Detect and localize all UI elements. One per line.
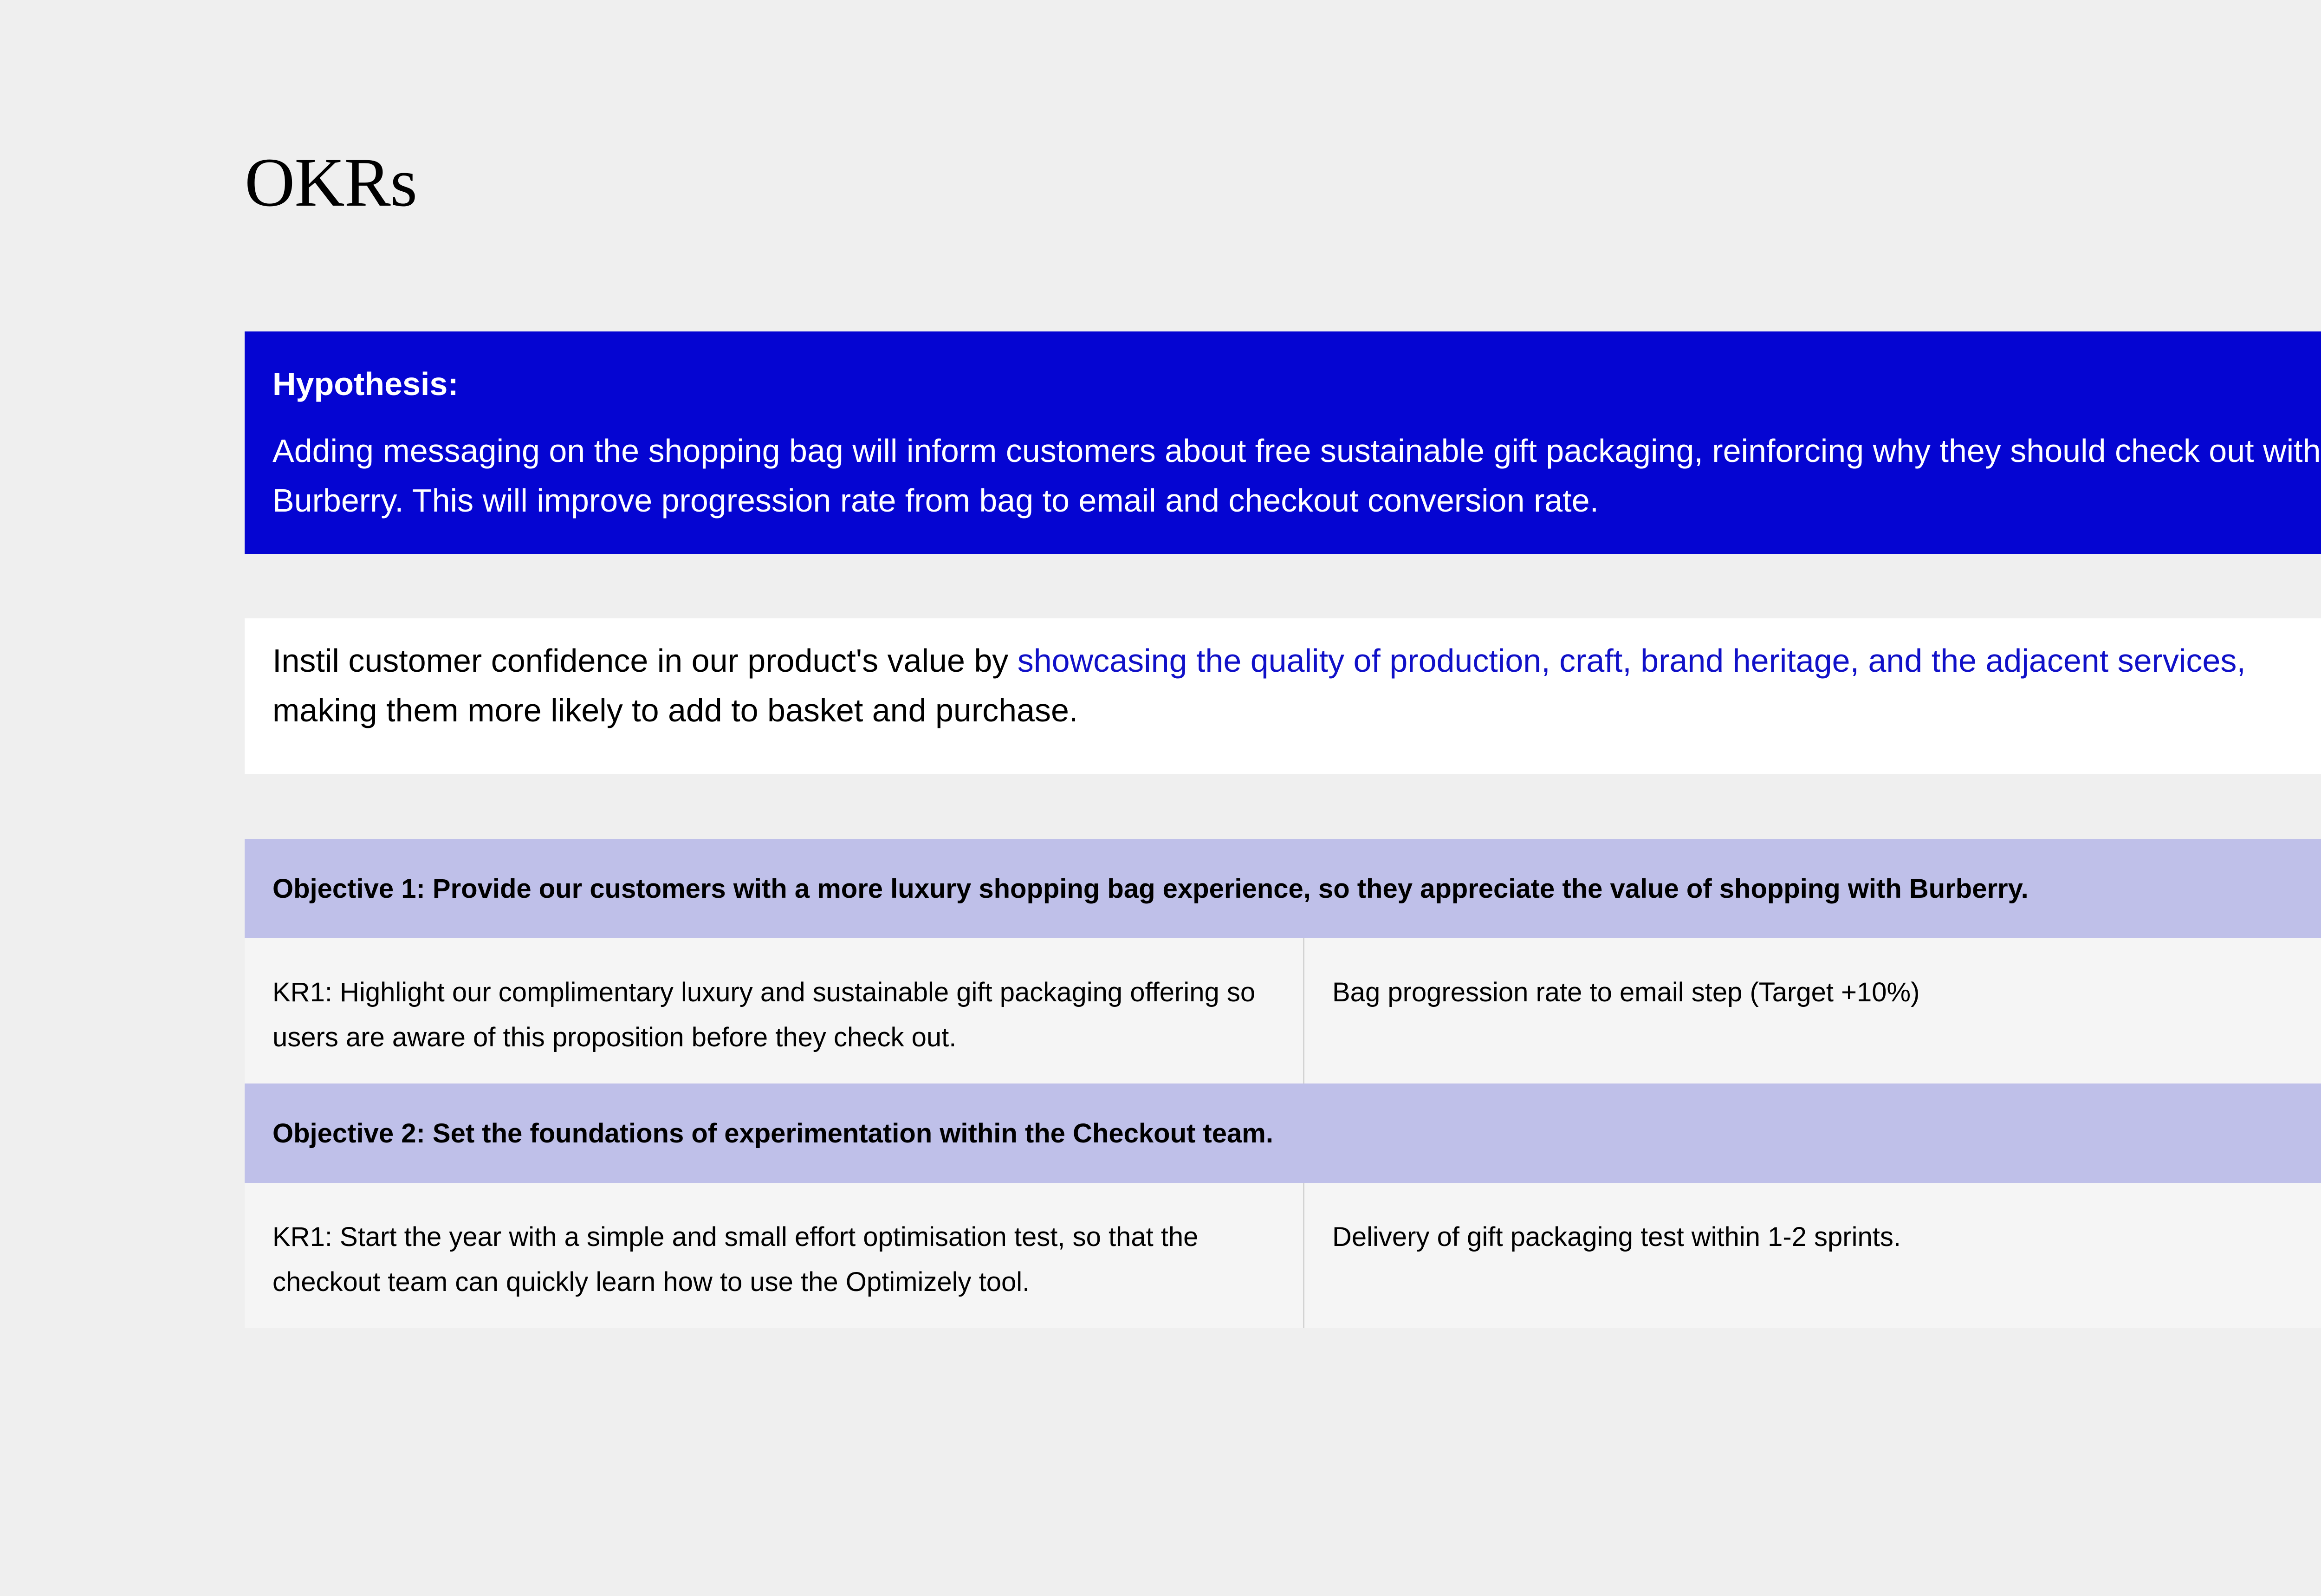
okr-table [245,839,2321,1328]
page-title: OKRs [245,144,417,221]
hypothesis-panel [245,331,2321,554]
objective-2-title: Objective 2: Set the foundations of experimentation within the Checkout team. [272,1118,1273,1148]
hypothesis-label: Hypothesis: [272,366,459,402]
objective-2-metric: Delivery of gift packaging test within 1-2 sprints. [1332,1222,1901,1252]
statement-suffix: making them more likely to add to basket and purchase. [272,692,1078,728]
objective-1-key-result: KR1: Highlight our complimentary luxury and sustainable gift packaging offering so users are aware of this proposition before they check out. [245,938,1304,1083]
objective-1-key-result-row [245,938,2321,1083]
objective-1-row [245,839,2321,938]
objective-2-key-result: KR1: Start the year with a simple and small effort optimisation test, so that the checkout team can quickly learn how to use the Optimizely tool. [245,1183,1304,1328]
objective-1-title: Objective 1: Provide our customers with a more luxury shopping bag experience, so they appreciate the value of shopping with Burberry. [272,873,2029,904]
objective-2-key-result-row [245,1183,2321,1328]
objective-2-row [245,1083,2321,1183]
hypothesis-text: Adding messaging on the shopping bag will inform customers about free sustainable gift packaging, reinforcing why they should check out with Burberry. This will improve progression rate from bag to email and checkout conversion rate. [272,433,2321,519]
objective-statement [245,618,2321,774]
statement-highlight: showcasing the quality of production, craft, brand heritage, and the adjacent services, [1017,642,2246,679]
objective-1-metric: Bag progression rate to email step (Target +10%) [1332,977,1920,1007]
statement-prefix: Instil customer confidence in our product's value by [272,642,1018,679]
